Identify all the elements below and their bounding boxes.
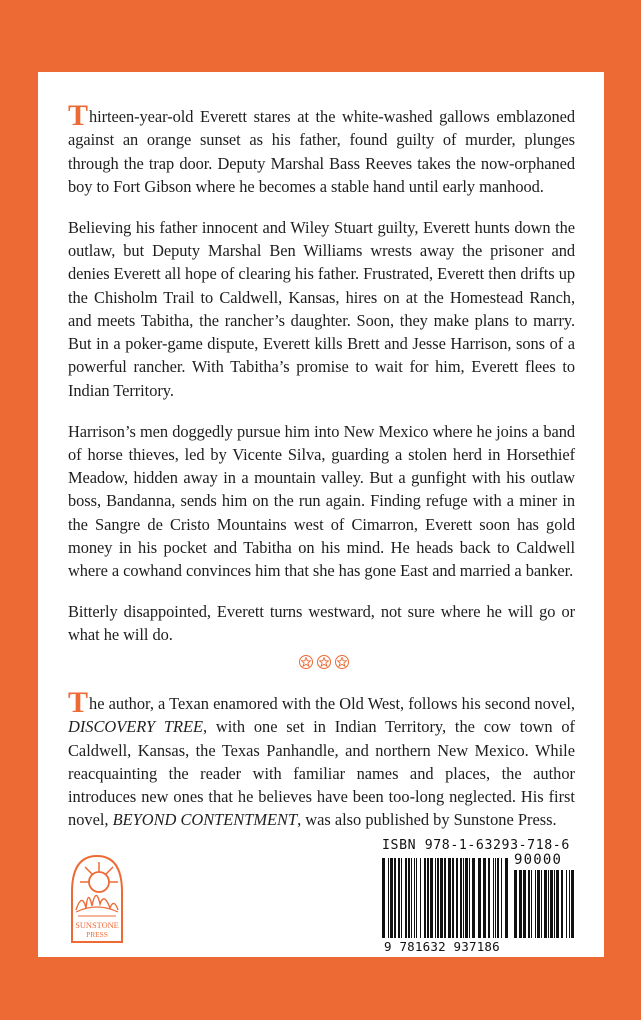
barcode-bar [566, 870, 567, 938]
barcode-bar [420, 858, 421, 938]
addon-barcode [514, 870, 576, 938]
barcode-bar [460, 858, 462, 938]
blurb-paragraph-1-text: hirteen-year-old Everett stares at the white-washed gallows emblazoned against an orange sunset as his father, found guilty of murder, plunges through the trap door. Deputy Marshal Bass Reeves takes the now-orphaned boy to Fort Gibson where he becomes a stable hand until early manhood. [68, 107, 575, 196]
book-blurb [68, 99, 575, 664]
author-bio [68, 686, 575, 832]
star-ornament-icon [317, 655, 331, 669]
barcode-bar [497, 858, 499, 938]
barcode-bar [501, 858, 502, 938]
blurb-paragraph-3: Harrison’s men doggedly pursue him into New Mexico where he joins a band of horse thieves, led by Vicente Silva, guarding a stolen herd in Horsethief Meadow, hidden away in a mountain valley. But a gunfight with his outlaw boss, Bandanna, sends him on the run again. Finding refuge with a miner in the Sangre de Cristo Mountains west of Cimarron, Everett soon has gold money in his pocket and Tabitha on his mind. He heads back to Caldwell where a cowhand convinces him that she has gone East and married a banker. [68, 421, 575, 581]
barcode-bar [465, 858, 468, 938]
barcode-bar [483, 858, 486, 938]
barcode-bar [569, 870, 570, 938]
sunstone-press-logo [66, 852, 128, 944]
barcode-bar [435, 858, 436, 938]
barcode-bar [463, 858, 464, 938]
drop-cap: T [68, 99, 88, 132]
barcode-bar [478, 858, 481, 938]
blurb-paragraph-1 [68, 99, 575, 198]
barcode-bar [561, 870, 563, 938]
barcode-bar [382, 858, 385, 938]
barcode-bar [427, 858, 429, 938]
barcode-bar [523, 870, 526, 938]
barcode-bar [394, 858, 396, 938]
barcode-bar [456, 858, 458, 938]
isbn-label: ISBN 978-1-63293-718-6 [382, 838, 570, 853]
star-ornament-icon [299, 655, 313, 669]
blurb-paragraph-2: Believing his father innocent and Wiley Stuart guilty, Everett hunts down the outlaw, but Deputy Marshal Ben Williams wrests away the prisoner and denies Everett all hope of clearing his father. Frustrated, Everett then drifts up the Chisholm Trail to Caldwell, Kansas, hires on at the Homestead Ranch, and meets Tabitha, the rancher’s daughter. Soon, they make plans to marry. But in a poker-game dispute, Everett kills Brett and Jesse Harrison, sons of a powerful rancher. With Tabitha’s promise to wait for him, Everett flees to Indian Territory. [68, 217, 575, 400]
barcode-bar [398, 858, 400, 938]
barcode-bar [505, 858, 508, 938]
author-bio-text-1: he author, a Texan enamored with the Old West, follows his second novel, [89, 694, 575, 713]
barcode-bar [437, 858, 439, 938]
barcode-bar [444, 858, 446, 938]
logo-text-press: PRESS [86, 930, 108, 939]
barcode-bar [548, 870, 549, 938]
barcode-bar [541, 870, 542, 938]
author-bio-text-3: , was also published by Sunstone Press. [297, 810, 557, 830]
novel-title-discovery-tree: DISCOVERY TREE [68, 717, 204, 737]
barcode-bar [528, 870, 530, 938]
barcode-bar [411, 858, 412, 938]
barcode-bar [519, 870, 522, 938]
barcode-bar [537, 870, 540, 938]
author-bio-text-2: , with one set in Indian Territory, the cow town of Caldwell, Kansas, the Texas Panhandle, and northern New Mexico. While reacquainting the reader with familiar names and places, the author introduces new ones that he believes have been too-long neglected. His first novel, [68, 717, 575, 830]
barcode-bar [414, 858, 415, 938]
barcode-bar [493, 858, 494, 938]
barcode-bar [554, 870, 555, 938]
barcode-bar [514, 870, 517, 938]
ean-digits: 9 781632 937186 [384, 939, 500, 954]
barcode-bar [390, 858, 393, 938]
barcode-bar [405, 858, 407, 938]
barcode-bar [416, 858, 417, 938]
novel-title-beyond-contentment: BEYOND CONTENTMENT [112, 810, 298, 830]
barcode-bar [556, 870, 559, 938]
barcode-bar [535, 870, 536, 938]
isbn-label-block [382, 838, 576, 853]
logo-text-sunstone: SUNSTONE [75, 921, 119, 930]
drop-cap: T [68, 686, 89, 719]
star-ornament-icon [335, 655, 349, 669]
barcode-bar [531, 870, 532, 938]
ean-barcode [382, 858, 509, 938]
barcode-bar [472, 858, 475, 938]
price-code: 90000 [514, 852, 563, 868]
star-divider [293, 655, 355, 671]
barcode-bar [408, 858, 410, 938]
barcode-bar [495, 858, 496, 938]
barcode-bar [469, 858, 470, 938]
barcode-bar [452, 858, 454, 938]
barcode-bar [488, 858, 490, 938]
barcode-bar [401, 858, 402, 938]
barcode-bar [448, 858, 451, 938]
barcode-bar [550, 870, 553, 938]
barcode-bar [424, 858, 426, 938]
blurb-paragraph-4: Bitterly disappointed, Everett turns westward, not sure where he will go or what he will do. [68, 602, 575, 645]
barcode-bar [430, 858, 433, 938]
barcode-bar [544, 870, 547, 938]
barcode-bar [388, 858, 389, 938]
barcode-bar [571, 870, 574, 938]
barcode-bar [440, 858, 443, 938]
